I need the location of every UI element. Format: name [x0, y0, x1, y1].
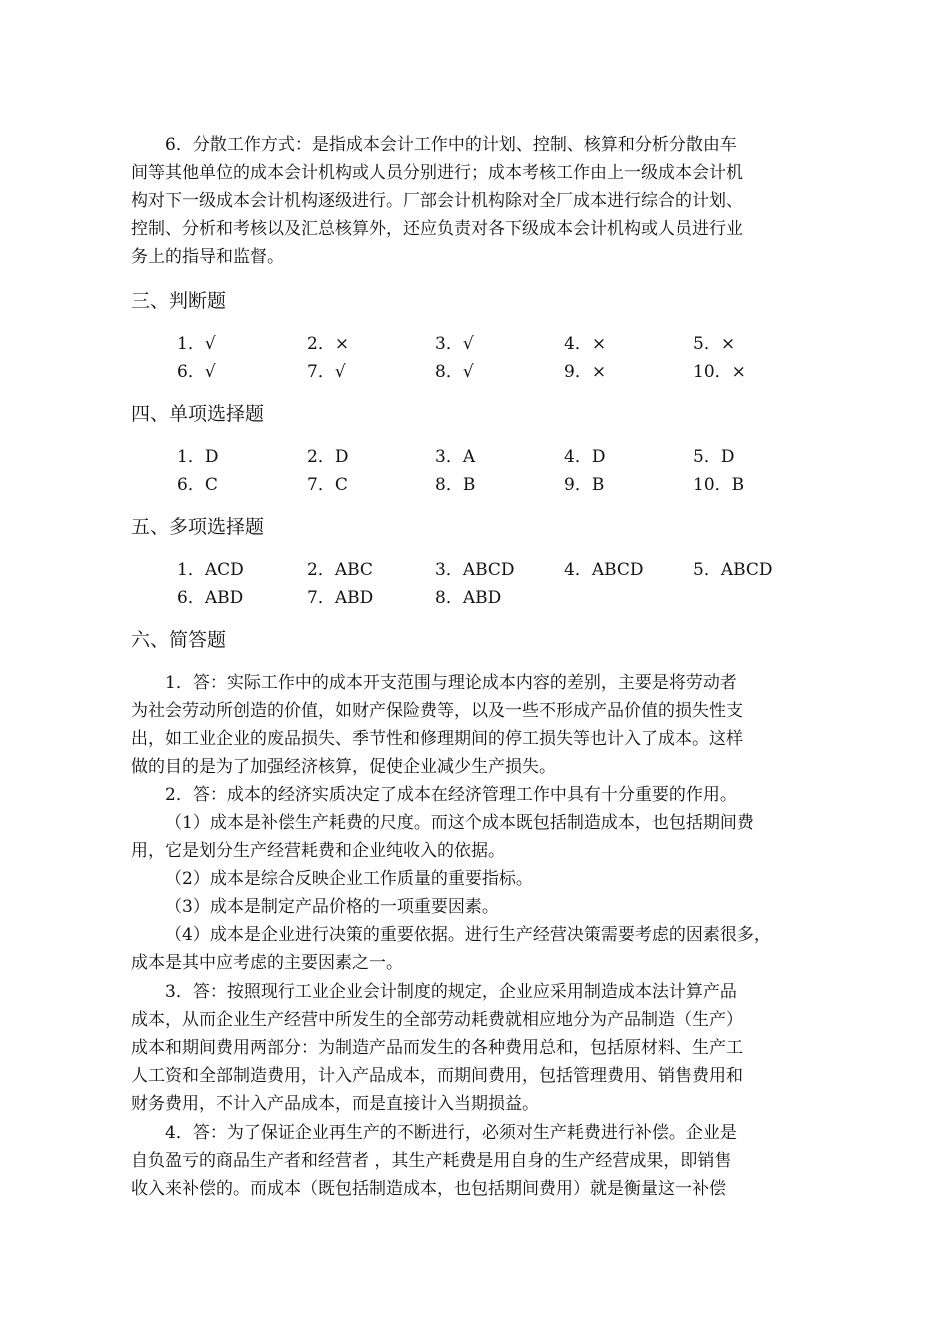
answer-item: 2．D: [307, 447, 349, 467]
section-heading-short-answer: 六、简答题: [131, 629, 227, 651]
answer-item: 5．D: [693, 447, 735, 467]
text-line: 自负盈亏的商品生产者和经营者 ，其生产耗费是用自身的生产经营成果，即销售: [131, 1151, 732, 1171]
answer-row: [0, 358, 950, 386]
answer-row: [0, 330, 950, 358]
answer-item: 10．B: [693, 475, 745, 495]
answer-item: 7．C: [307, 475, 348, 495]
answer-item: 1．ACD: [177, 560, 244, 580]
text-line: 成本和期间费用两部分：为制造产品而发生的各种费用总和，包括原材料、生产工: [131, 1038, 743, 1058]
answer-item: 8．ABD: [435, 588, 502, 608]
text-line: 财务费用，不计入产品成本，而是直接计入当期损益。: [131, 1094, 539, 1114]
text-line: （1）成本是补偿生产耗费的尺度。而这个成本既包括制造成本，也包括期间费: [165, 813, 754, 833]
answer-item: 5．ABCD: [693, 560, 773, 580]
text-line: （2）成本是综合反映企业工作质量的重要指标。: [165, 869, 533, 889]
text-line: 控制、分析和考核以及汇总核算外，还应负责对各下级成本会计机构或人员进行业: [131, 219, 743, 239]
answer-paragraph-q3: [131, 978, 821, 1118]
text-line: 成本是其中应考虑的主要因素之一。: [131, 953, 403, 973]
answer-item: 7．√: [307, 362, 346, 382]
text-line: （3）成本是制定产品价格的一项重要因素。: [165, 897, 499, 917]
answer-item: 6．C: [177, 475, 218, 495]
answer-item: 1．D: [177, 447, 219, 467]
text-line: 用，它是划分生产经营耗费和企业纯收入的依据。: [131, 841, 505, 861]
answer-item: 2．ABC: [307, 560, 373, 580]
answer-item: 8．√: [435, 362, 474, 382]
answer-paragraph-q1: [131, 669, 821, 781]
text-line: 做的目的是为了加强经济核算，促使企业减少生产损失。: [131, 757, 556, 777]
answer-row: [0, 584, 950, 612]
answer-item: 4．×: [564, 334, 607, 354]
answer-paragraph-q2: [131, 781, 821, 977]
answer-row: [0, 443, 950, 471]
text-line: 2．答：成本的经济实质决定了成本在经济管理工作中具有十分重要的作用。: [165, 785, 737, 805]
answer-item: 9．B: [564, 475, 605, 495]
text-line: 收入来补偿的。而成本（既包括制造成本，也包括期间费用）就是衡量这一补偿: [131, 1179, 726, 1199]
answer-item: 3．ABCD: [435, 560, 515, 580]
answer-item: 10．×: [693, 362, 746, 382]
answer-item: 9．×: [564, 362, 607, 382]
text-line: 4．答：为了保证企业再生产的不断进行，必须对生产耗费进行补偿。企业是: [165, 1123, 737, 1143]
text-line: 为社会劳动所创造的价值，如财产保险费等，以及一些不形成产品价值的损失性支: [131, 701, 743, 721]
answer-item: 2．×: [307, 334, 350, 354]
section-heading-multiple-choice: 五、多项选择题: [131, 516, 265, 538]
text-line: 人工资和全部制造费用，计入产品成本，而期间费用，包括管理费用、销售费用和: [131, 1066, 743, 1086]
answer-item: 3．A: [435, 447, 476, 467]
answer-item: 6．√: [177, 362, 216, 382]
answer-item: 1．√: [177, 334, 216, 354]
answer-item: 3．√: [435, 334, 474, 354]
answer-item: 6．ABD: [177, 588, 244, 608]
answer-item: 4．ABCD: [564, 560, 644, 580]
text-line: （4）成本是企业进行决策的重要依据。进行生产经营决策需要考虑的因素很多，: [165, 925, 771, 945]
section-heading-true-false: 三、判断题: [131, 290, 227, 312]
text-line: 成本，从而企业生产经营中所发生的全部劳动耗费就相应地分为产品制造（生产）: [131, 1010, 743, 1030]
answer-row: [0, 556, 950, 584]
text-line: 6．分散工作方式：是指成本会计工作中的计划、控制、核算和分析分散由车: [165, 135, 737, 155]
answer-paragraph-q4: [131, 1119, 821, 1203]
text-line: 出，如工业企业的废品损失、季节性和修理期间的停工损失等也计入了成本。这样: [131, 729, 743, 749]
paragraph-item-6: [131, 131, 821, 271]
answer-item: 5．×: [693, 334, 736, 354]
answer-row: [0, 471, 950, 499]
section-heading-single-choice: 四、单项选择题: [131, 403, 265, 425]
answer-item: 8．B: [435, 475, 476, 495]
text-line: 1．答：实际工作中的成本开支范围与理论成本内容的差别，主要是将劳动者: [165, 673, 737, 693]
text-line: 3．答：按照现行工业企业会计制度的规定，企业应采用制造成本法计算产品: [165, 982, 737, 1002]
answer-item: 7．ABD: [307, 588, 374, 608]
text-line: 间等其他单位的成本会计机构或人员分别进行；成本考核工作由上一级成本会计机: [131, 163, 743, 183]
text-line: 务上的指导和监督。: [131, 247, 284, 267]
answer-item: 4．D: [564, 447, 606, 467]
text-line: 构对下一级成本会计机构逐级进行。厂部会计机构除对全厂成本进行综合的计划、: [131, 191, 743, 211]
